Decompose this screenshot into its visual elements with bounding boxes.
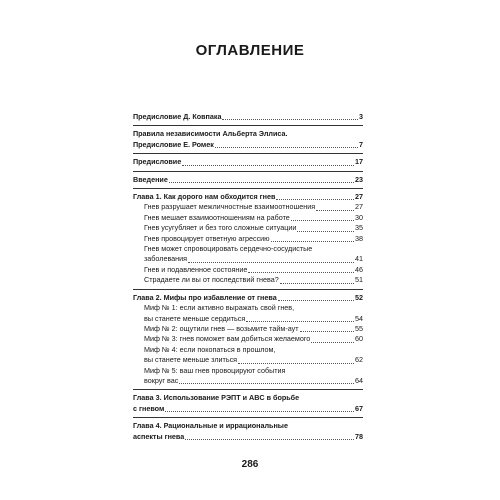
table-of-contents: [133, 112, 363, 445]
toc-subsection-entry: [133, 213, 363, 223]
toc-entry-title: заболевания: [144, 254, 188, 264]
toc-entry-page: 7: [359, 139, 363, 149]
toc-entry-title: вы станете меньше сердиться: [144, 313, 246, 323]
toc-entry-page: 78: [355, 431, 363, 441]
toc-section: [133, 417, 363, 445]
toc-entry-page: 64: [355, 375, 363, 385]
dot-leader: [280, 283, 354, 284]
dot-leader: [238, 363, 354, 364]
toc-entry-title-line: Миф № 4: если покопаться в прошлом,: [144, 344, 276, 354]
dot-leader: [185, 439, 354, 440]
toc-entry-title: Миф № 3: гнев поможет вам добиться желаемого: [144, 334, 311, 344]
toc-entry-title: Предисловие Д. Ковпака: [133, 112, 222, 121]
toc-entry-title: Гнев усугубляет и без того сложные ситуации: [144, 223, 297, 233]
toc-subsection-entry: [133, 366, 363, 387]
toc-chapter-entry: [133, 175, 363, 185]
toc-entry-title: вы станете меньше злиться: [144, 355, 238, 365]
dot-leader: [215, 147, 358, 148]
toc-entry-page: 30: [355, 212, 363, 222]
toc-entry-title: Предисловие: [133, 157, 182, 167]
toc-chapter-entry: [133, 393, 363, 414]
toc-entry-title: Гнев и подавленное состояние: [144, 264, 248, 274]
toc-entry-page: 17: [355, 157, 363, 167]
dot-leader: [188, 262, 354, 263]
dot-leader: [291, 220, 354, 221]
toc-subsection-entry: [133, 345, 363, 366]
toc-entry-title-line: Правила независимости Альберта Эллиса.: [133, 129, 288, 139]
toc-subsection-entry: [133, 244, 363, 265]
toc-subsection-entry: [133, 324, 363, 334]
dot-leader: [297, 231, 354, 232]
toc-subsection-entry: [133, 303, 363, 324]
toc-section: [133, 171, 363, 188]
toc-entry-title: Глава 2. Мифы про избавление от гнева: [133, 292, 277, 302]
toc-entry-title-line: Гнев может спровоцировать сердечно-сосудистые: [144, 244, 313, 254]
dot-leader: [276, 199, 354, 200]
toc-section: [133, 289, 363, 390]
toc-chapter-entry: [133, 192, 363, 202]
toc-entry-title: Гнев провоцирует ответную агрессию: [144, 233, 270, 243]
toc-entry-page: 27: [355, 192, 363, 202]
dot-leader: [271, 241, 354, 242]
page-title: ОГЛАВЛЕНИЕ: [195, 42, 305, 59]
toc-chapter-entry: [133, 157, 363, 167]
toc-section: [133, 389, 363, 417]
toc-subsection-entry: [133, 234, 363, 244]
toc-entry-page: 23: [355, 174, 363, 184]
dot-leader: [300, 331, 354, 332]
toc-entry-title-line: Глава 4. Рациональные и иррациональные: [133, 421, 288, 431]
toc-entry-page: 41: [355, 254, 363, 264]
page-number: 286: [241, 459, 259, 470]
toc-section: [133, 153, 363, 170]
toc-entry-title-line: Миф № 5: ваш гнев провоцируют события: [144, 365, 286, 375]
dot-leader: [182, 165, 354, 166]
toc-section: [133, 112, 363, 125]
dot-leader: [246, 321, 354, 322]
toc-entry-page: 55: [355, 323, 363, 333]
toc-entry-page: 62: [355, 355, 363, 365]
dot-leader: [179, 383, 354, 384]
toc-entry-page: 35: [355, 223, 363, 233]
toc-entry-title: Введение: [133, 174, 168, 184]
dot-leader: [278, 300, 354, 301]
dot-leader: [248, 272, 354, 273]
toc-entry-title: вокруг вас: [144, 375, 179, 385]
toc-chapter-entry: [133, 112, 363, 122]
dot-leader: [311, 342, 354, 343]
toc-entry-title-line: Глава 3. Использование РЭПТ и ABC в борьбе: [133, 393, 300, 403]
toc-entry-page: 38: [355, 233, 363, 243]
toc-entry-page: 60: [355, 334, 363, 344]
toc-entry-title: Гнев разрушает межличностные взаимоотношения: [144, 202, 316, 212]
toc-entry-title: Миф № 2: ощутили гнев — возьмите тайм-аут: [144, 323, 299, 333]
toc-chapter-entry: [133, 421, 363, 442]
toc-entry-title: с гневом: [133, 403, 165, 413]
toc-entry-page: 51: [355, 275, 363, 285]
toc-entry-title: Предисловие Е. Ромек: [133, 139, 214, 149]
toc-section: [133, 188, 363, 289]
dot-leader: [222, 119, 358, 120]
toc-section: [133, 125, 363, 153]
toc-entry-page: 3: [359, 112, 363, 121]
toc-entry-page: 67: [355, 403, 363, 413]
toc-entry-page: 27: [355, 202, 363, 212]
toc-subsection-entry: [133, 202, 363, 212]
toc-entry-title: аспекты гнева: [133, 431, 185, 441]
toc-chapter-entry: [133, 129, 363, 150]
dot-leader: [316, 210, 354, 211]
toc-entry-title: Глава 1. Как дорого нам обходится гнев: [133, 192, 276, 202]
dot-leader: [165, 411, 354, 412]
toc-subsection-entry: [133, 334, 363, 344]
toc-subsection-entry: [133, 265, 363, 275]
toc-entry-title-line: Миф № 1: если активно выражать свой гнев,: [144, 303, 295, 313]
toc-subsection-entry: [133, 275, 363, 285]
toc-entry-page: 46: [355, 264, 363, 274]
toc-entry-page: 54: [355, 313, 363, 323]
toc-subsection-entry: [133, 223, 363, 233]
dot-leader: [169, 182, 354, 183]
toc-chapter-entry: [133, 293, 363, 303]
toc-entry-title: Гнев мешает взаимоотношениям на работе: [144, 212, 290, 222]
toc-entry-page: 52: [355, 292, 363, 302]
toc-entry-title: Страдаете ли вы от последствий гнева?: [144, 275, 279, 285]
